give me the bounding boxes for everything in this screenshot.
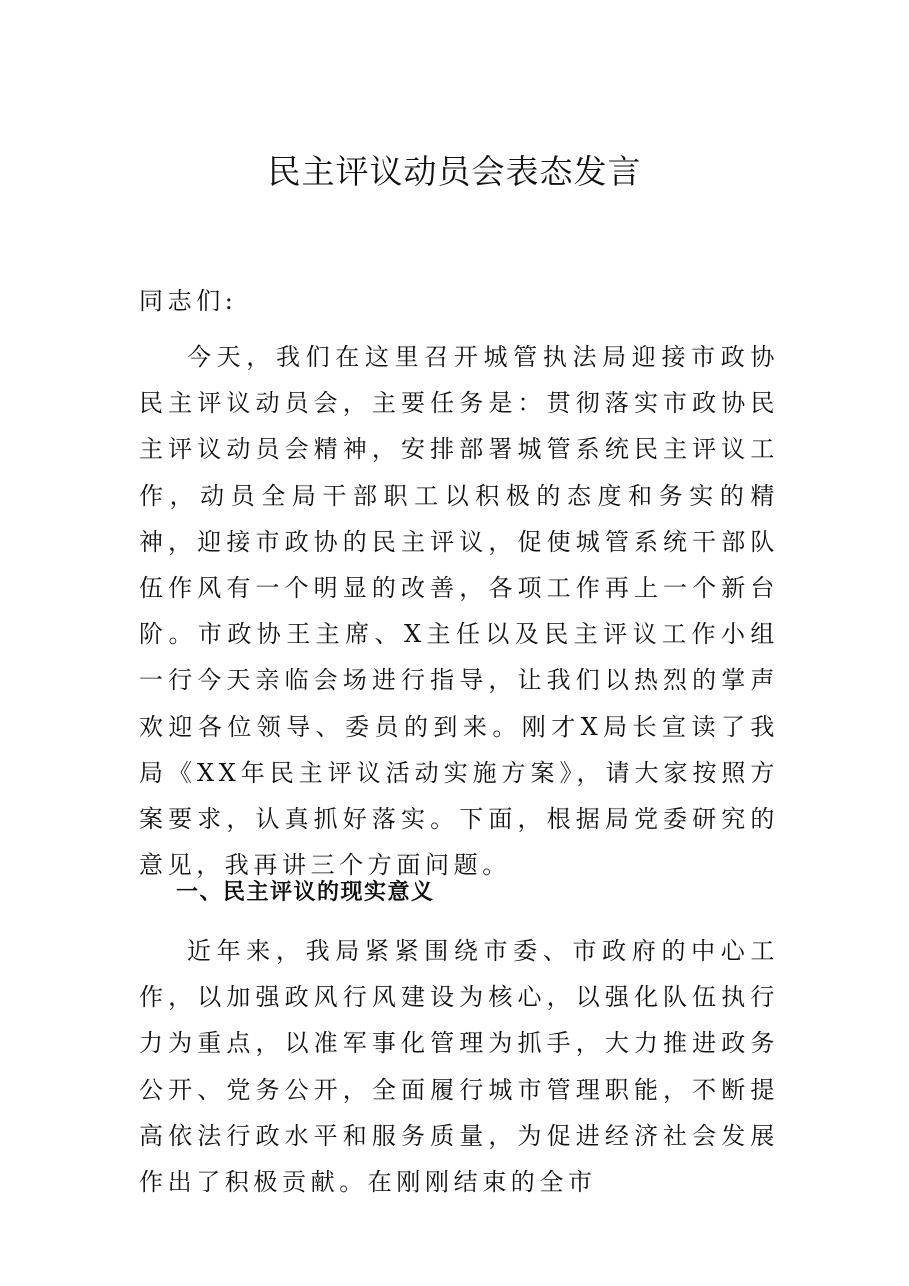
document-title: 民主评议动员会表态发言	[267, 152, 642, 191]
section-heading: 一、民主评议的现实意义	[176, 880, 435, 905]
salutation: 同志们:	[139, 287, 238, 315]
paragraph-section-1: 近年来，我局紧紧围绕市委、市政府的中心工作，以加强政风行风建设为核心，以强化队伍执行力为重点，以准军事化管理为抓手，大力推进政务公开、党务公开，全面履行城市管理职能，不断提高依法行政水平和服务质量，为促进经济社会发展作出了积极贡献。在刚刚结束的全市	[139, 937, 779, 1197]
paragraph-intro: 今天，我们在这里召开城管执法局迎接市政协民主评议动员会，主要任务是：贯彻落实市政协民主评议动员会精神，安排部署城管系统民主评议工作，动员全局干部职工以积极的态度和务实的精神，迎接市政协的民主评议，促使城管系统干部队伍作风有一个明显的改善，各项工作再上一个新台阶。市政协王主席、X主任以及民主评议工作小组一行今天亲临会场进行指导，让我们以热烈的掌声欢迎各位领导、委员的到来。刚才X局长宣读了我局《XX年民主评议活动实施方案》，请大家按照方案要求，认真抓好落实。下面，根据局党委研究的意见，我再讲三个方面问题。	[139, 343, 779, 880]
